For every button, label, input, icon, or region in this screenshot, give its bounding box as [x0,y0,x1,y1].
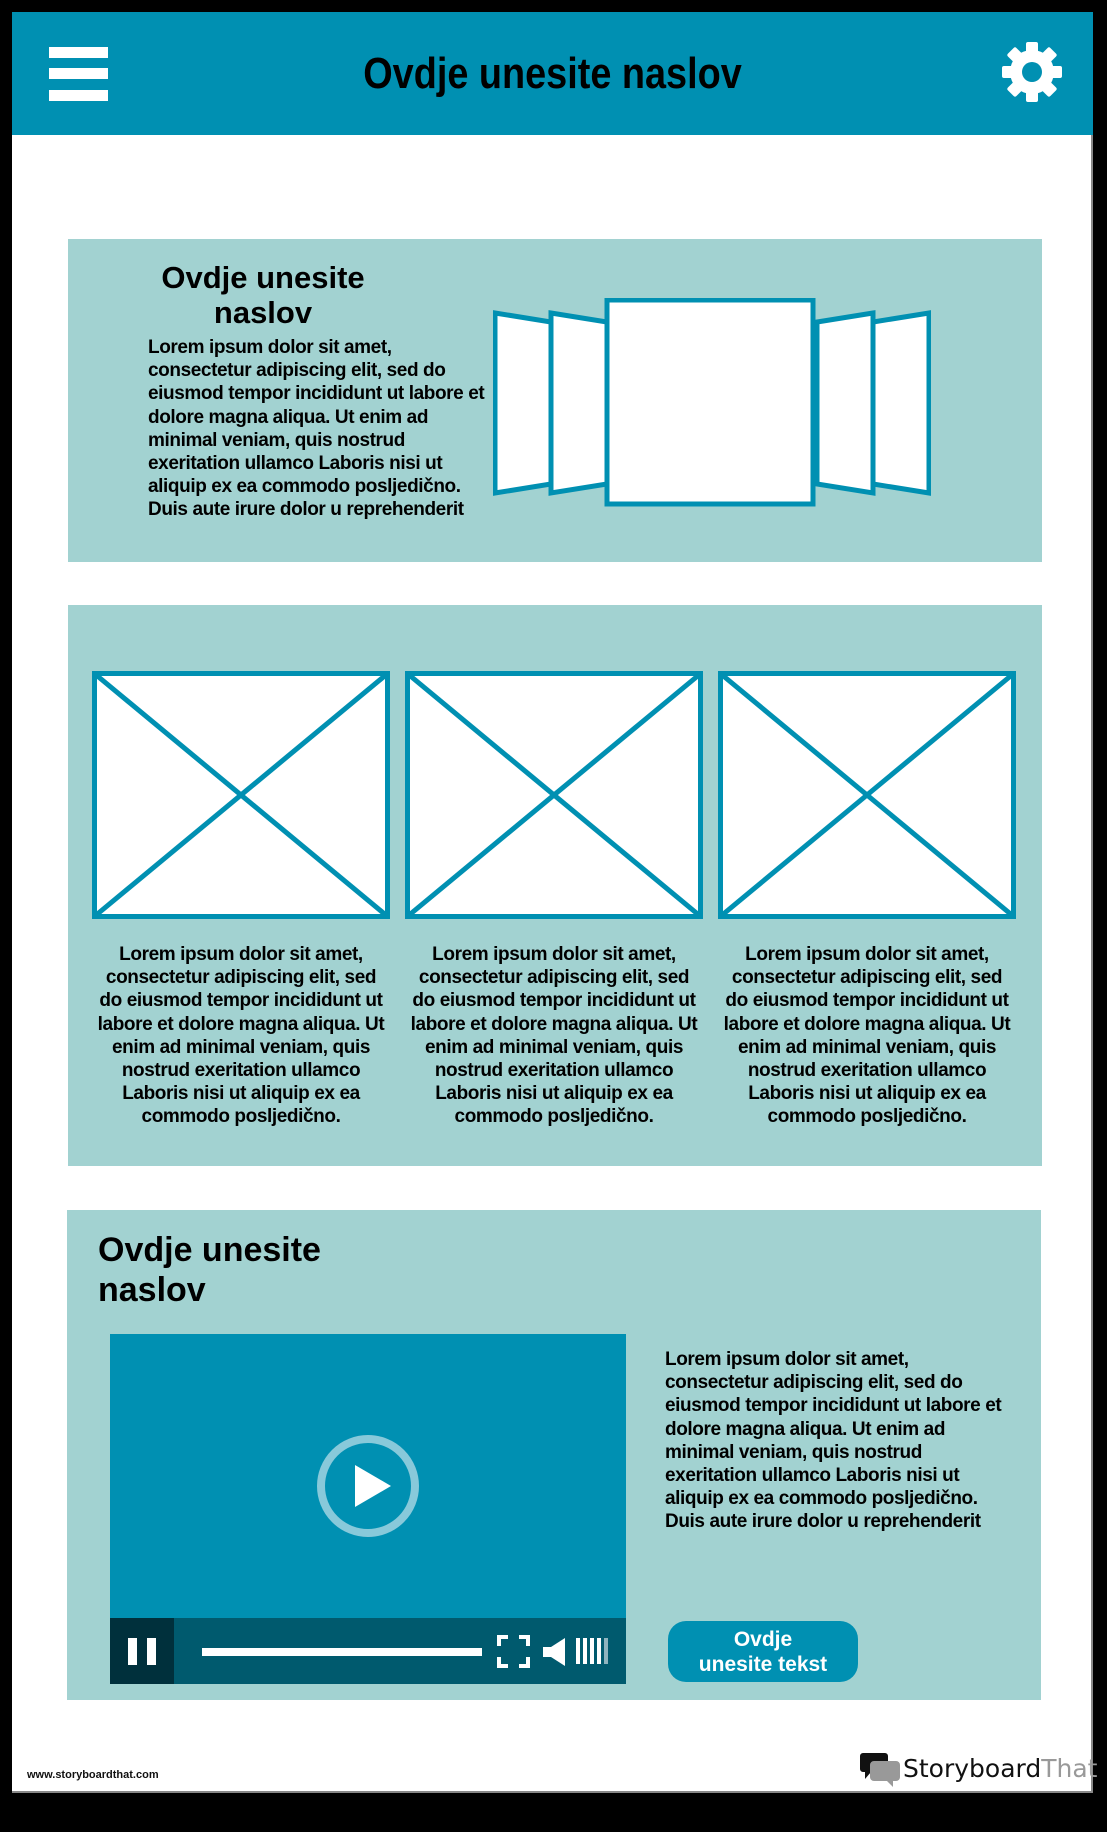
cta-button[interactable] [668,1621,858,1682]
storyboardthat-logo[interactable] [860,1749,1098,1789]
section-title: Ovdje unesite naslov [161,260,365,330]
speech-bubbles-icon [860,1751,902,1791]
video-section [67,1210,1041,1700]
cta-button-label: Ovdje unesite tekst [698,1627,828,1676]
app-header [12,12,1093,135]
volume-icon[interactable] [543,1638,567,1666]
video-controls-bar [110,1618,626,1684]
section-title [98,1230,328,1310]
play-icon[interactable] [315,1433,421,1539]
image-placeholder-icon[interactable] [405,671,703,919]
logo-text-primary: Storyboard [903,1754,1042,1783]
intro-section [68,239,1042,562]
video-player[interactable] [110,1334,626,1684]
image-carousel-icon[interactable] [493,298,931,508]
image-placeholder-icon[interactable] [92,671,390,919]
pause-icon[interactable] [110,1618,174,1684]
section-body-text: Lorem ipsum dolor sit amet, consectetur adipiscing elit, sed do eiusmod tempor incididunt ut labore et dolore magna aliqua. Ut enim ad minimal veniam, quis nostrud exeritation ullamco Laboris nisi ut aliquip ex ea commodo posljedično. Duis aute irure dolor u reprehenderit [665,1349,1002,1533]
volume-level-slider[interactable] [576,1638,608,1664]
column-text: Lorem ipsum dolor sit amet, consectetur adipiscing elit, sed do eiusmod tempor incididunt ut labore et dolore magna aliqua. Ut enim ad minimal veniam, quis nostrud exeritation ullamco Laboris nisi ut aliquip ex ea commodo posljedično. [410,944,698,1128]
column-text: Lorem ipsum dolor sit amet, consectetur adipiscing elit, sed do eiusmod tempor incididunt ut labore et dolore magna aliqua. Ut enim ad minimal veniam, quis nostrud exeritation ullamco Laboris nisi ut aliquip ex ea commodo posljedično. [97,944,385,1128]
gear-icon[interactable] [1000,40,1064,104]
progress-slider[interactable] [202,1648,482,1656]
section-body-text: Lorem ipsum dolor sit amet, consectetur adipiscing elit, sed do eiusmod tempor incididunt ut labore et dolore magna aliqua. Ut enim ad minimal veniam, quis nostrud exeritation ullamco Laboris nisi ut aliquip ex ea commodo posljedično. Duis aute irure dolor u reprehenderit [148,337,485,521]
fullscreen-icon[interactable] [497,1635,530,1668]
column-text: Lorem ipsum dolor sit amet, consectetur adipiscing elit, sed do eiusmod tempor incididunt ut labore et dolore magna aliqua. Ut enim ad minimal veniam, quis nostrud exeritation ullamco Laboris nisi ut aliquip ex ea commodo posljedično. [723,944,1011,1128]
page [12,12,1098,1793]
logo-text [903,1755,1097,1783]
logo-text-secondary: That [1041,1754,1098,1783]
image-placeholder-icon[interactable] [718,671,1016,919]
section-title-text: Ovdje unesite naslov [98,1231,321,1309]
footer-url[interactable]: www.storyboardthat.com [27,1769,159,1781]
page-title: Ovdje unesite naslov [363,49,742,98]
three-column-section [68,605,1042,1166]
